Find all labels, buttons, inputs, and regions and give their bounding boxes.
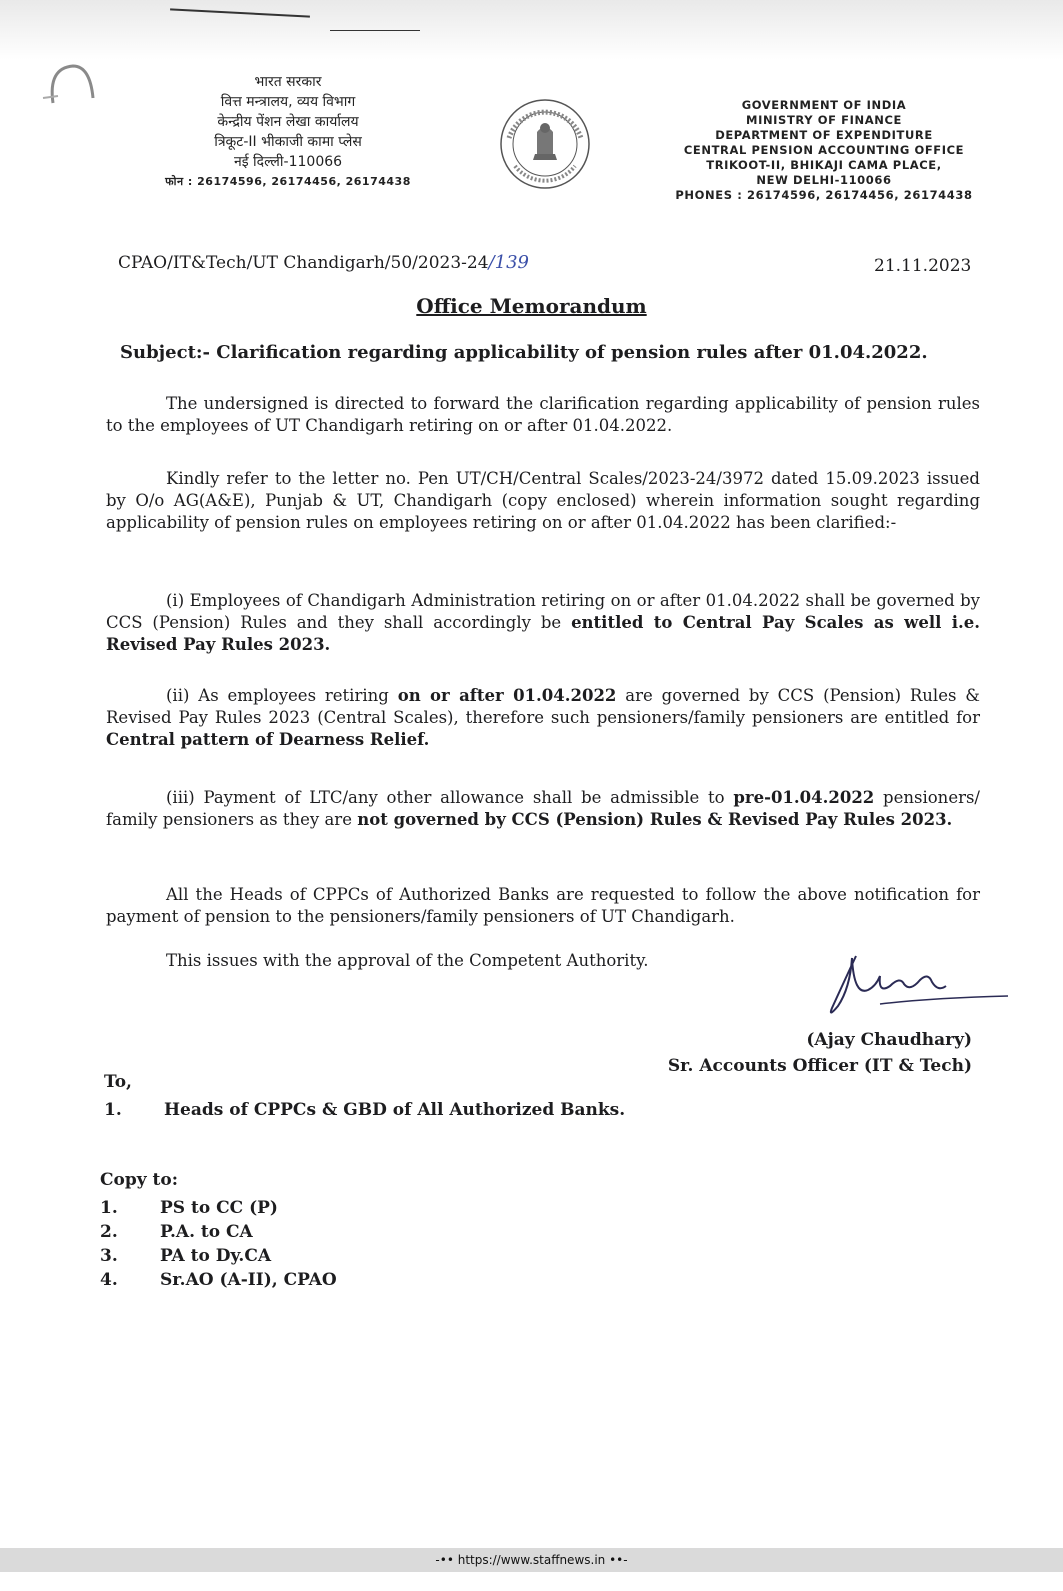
list-item [100,1268,337,1292]
clause-text: (ii) As employees retiring [166,686,398,705]
handwritten-signature [820,946,1010,1026]
clause-bold: on or after 01.04.2022 [397,686,617,705]
english-line: NEW DELHI-110066 [756,173,892,187]
reference-number [118,252,529,273]
signatory-designation: Sr. Accounts Officer (IT & Tech) [667,1056,972,1076]
hindi-phones: फोन : 26174596, 26174456, 26174438 [165,175,411,188]
copy-to-label: Copy to: [100,1170,179,1190]
clause-bold: pre-01.04.2022 [733,788,875,807]
paragraph-clause-i [106,590,980,656]
paragraph-intro: The undersigned is directed to forward the clarification regarding applicability of pension rules to the employees of UT Chandigarh retiring on or after 01.04.2022. [106,394,980,435]
paragraph-approval: This issues with the approval of the Competent Authority. [166,951,649,970]
list-text: P.A. to CA [160,1222,253,1242]
paragraph-clause-iii [106,787,980,831]
english-letterhead [640,98,1008,203]
clause-bold: Central pattern of Dearness Relief. [106,730,430,749]
signatory-name: (Ajay Chaudhary) [806,1030,972,1050]
clause-text: (i) Employees of Chandigarh Administration retiring on or after 01.04.2022 shall be governed by CCS (Pension) Rules and they shall accordingly be [106,591,980,632]
english-line: DEPARTMENT OF EXPENDITURE [715,128,933,142]
reference-text: CPAO/IT&Tech/UT Chandigarh/50/2023-24 [118,253,489,273]
list-item [100,1244,337,1268]
cpao-seal-emblem [493,98,597,190]
to-list-item [104,1100,625,1120]
paragraph-request: All the Heads of CPPCs of Authorized Banks are requested to follow the above notification for payment of pension to the pensioners/family pensioners of UT Chandigarh. [106,885,980,926]
hindi-line: भारत सरकार [254,74,322,90]
clause-text: pensioners/ family pensioners as they are [106,788,980,829]
english-line: CENTRAL PENSION ACCOUNTING OFFICE [683,143,965,157]
english-phones: PHONES : 26174596, 26174456, 26174438 [675,188,973,202]
paragraph-clause-ii [106,685,980,751]
list-text: Sr.AO (A-II), CPAO [160,1270,337,1290]
subject-line: Subject:- Clarification regarding applicability of pension rules after 01.04.2022. [120,342,928,363]
footer-watermark [0,1548,1063,1572]
list-item [100,1220,337,1244]
hindi-line: त्रिकूट-II भीकाजी कामा प्लेस [214,134,362,150]
hindi-letterhead [138,72,438,192]
footer-link[interactable]: -•• https://www.staffnews.in ••- [435,1553,628,1567]
list-item [100,1196,337,1220]
hindi-line: वित्त मन्त्रालय, व्यय विभाग [220,94,356,110]
english-line: GOVERNMENT OF INDIA [741,98,907,112]
list-text: PA to Dy.CA [160,1246,272,1266]
handwritten-number: /139 [488,252,529,273]
memo-date: 21.11.2023 [874,256,972,276]
scan-mark [330,30,420,31]
english-line: TRIKOOT-II, BHIKAJI CAMA PLACE, [706,158,942,172]
list-number: 4. [100,1270,118,1290]
list-number: 2. [100,1222,118,1242]
clause-bold: entitled to Central Pay Scales as well i.e. Revised Pay Rules 2023. [106,613,980,654]
list-number: 1. [100,1198,118,1218]
scan-shadow [0,0,1063,60]
clause-bold: not governed by CCS (Pension) Rules & Revised Pay Rules 2023. [357,810,953,829]
hindi-line: नई दिल्ली-110066 [233,154,343,170]
copy-to-list [100,1196,337,1292]
clause-text: (iii) Payment of LTC/any other allowance shall be admissible to [166,788,734,807]
recipient-text: Heads of CPPCs & GBD of All Authorized Banks. [164,1100,626,1120]
list-number: 3. [100,1246,118,1266]
hindi-line: केन्द्रीय पेंशन लेखा कार्यालय [217,114,359,130]
list-text: PS to CC (P) [160,1198,278,1218]
to-label: To, [104,1072,132,1092]
page-title: Office Memorandum [416,294,647,318]
english-line: MINISTRY OF FINANCE [746,113,902,127]
clause-text: are governed by CCS (Pension) Rules & Revised Pay Rules 2023 (Central Scales), therefore such pensioners/family pensioners are entitled for [106,686,980,727]
list-number: 1. [104,1100,122,1120]
staple-mark [38,58,98,108]
paragraph-reference: Kindly refer to the letter no. Pen UT/CH/Central Scales/2023-24/3972 dated 15.09.2023 issued by O/o AG(A&E), Punjab & UT, Chandigarh (copy enclosed) wherein information sought regarding applicability of pension rules on employees retiring on or after 01.04.2022 has been clarified:- [106,469,980,532]
